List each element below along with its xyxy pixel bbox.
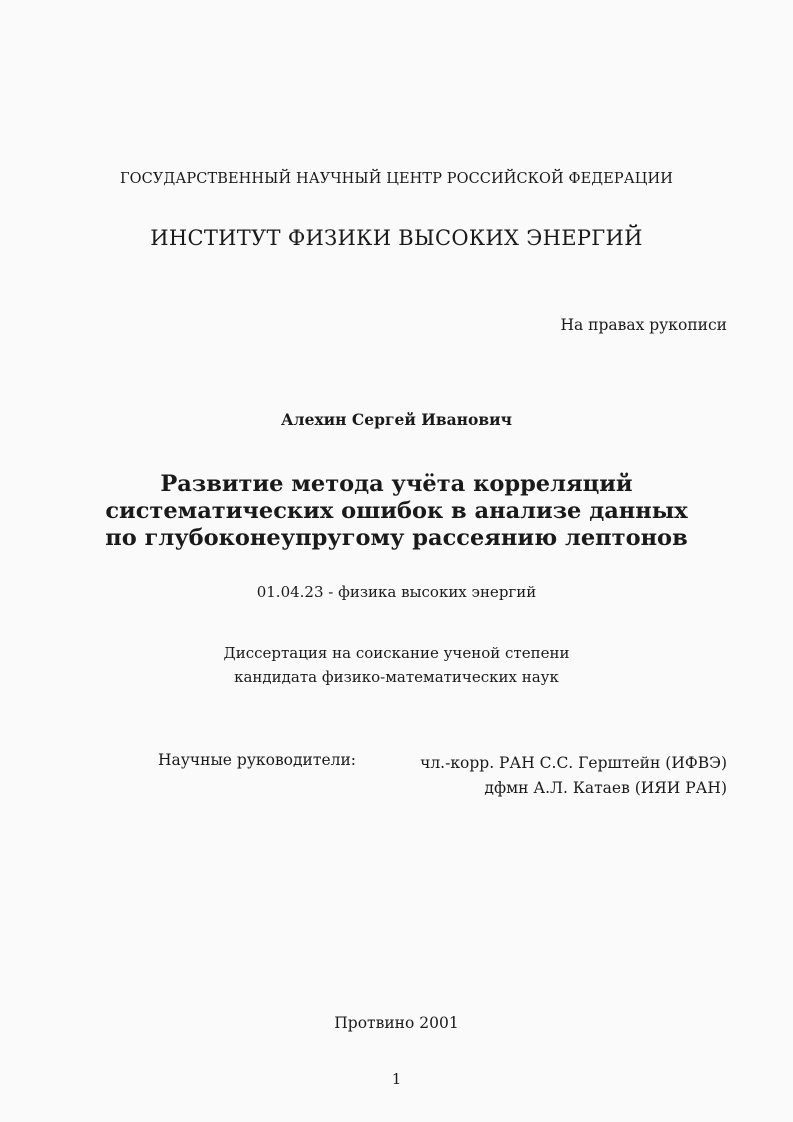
title-line: систематических ошибок в анализе данных [105,498,688,524]
dissertation-title [0,471,793,552]
manuscript-note: На правах рукописи [560,316,727,334]
degree-statement [0,641,793,689]
page-number: 1 [391,1070,402,1088]
title-line: Развитие метода учёта корреляций [160,471,633,497]
supervisors-label: Научные руководители: [158,751,357,769]
degree-line: кандидата физико-математических наук [234,668,559,686]
place-and-year: Протвино 2001 [334,1014,459,1032]
title-line: по глубоконеупругому рассеянию лептонов [105,525,688,551]
supervisor-name: чл.-корр. РАН С.С. Герштейн (ИФВЭ) [420,754,727,772]
supervisor-name: дфмн А.Л. Катаев (ИЯИ РАН) [484,779,727,797]
author-name: Алехин Сергей Иванович [281,410,512,429]
specialty-code: 01.04.23 - физика высоких энергий [256,583,537,601]
degree-line: Диссертация на соискание ученой степени [223,644,570,662]
organization-header: ГОСУДАРСТВЕННЫЙ НАУЧНЫЙ ЦЕНТР РОССИЙСКОЙ ФЕДЕРАЦИИ [119,171,674,187]
institute-name: ИНСТИТУТ ФИЗИКИ ВЫСОКИХ ЭНЕРГИЙ [150,226,643,250]
supervisors-list [420,751,727,801]
